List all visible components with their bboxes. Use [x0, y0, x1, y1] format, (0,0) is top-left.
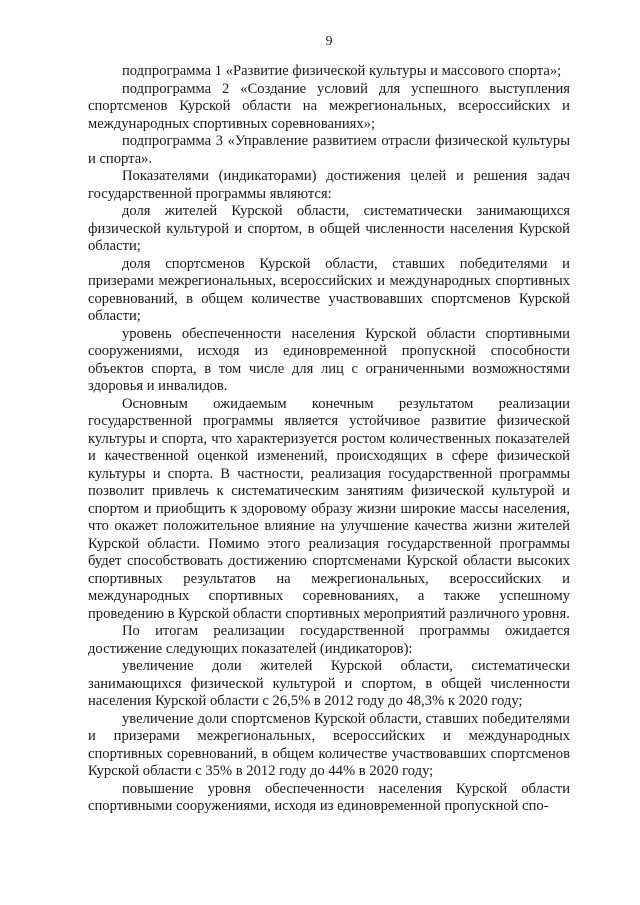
paragraph-result-3: повышение уровня обеспеченности населения Курской области спортивными сооружениями, исходя из единовременной пропускной спо- [88, 780, 570, 814]
paragraph-result-1: увеличение доли жителей Курской области, систематически занимающихся физической культурой и спортом, в общей численности населения Курской области с 26,5% в 2012 году до 48,3% к 2020 году; [88, 658, 570, 709]
page-number: 9 [325, 34, 333, 49]
paragraph-indicators-intro: Показателями (индикаторами) достижения целей и решения задач государственной программы являются: [88, 168, 570, 202]
paragraph-result-2: увеличение доли спортсменов Курской области, ставших победителями и призерами межрегиональных, всероссийских и международных спортивных соревнований, в общем количестве участвовавших спортсменов Курской области с 35% в 2012 году до 44% в 2020 году; [88, 710, 570, 779]
paragraph-indicator-1: доля жителей Курской области, систематически занимающихся физической культурой и спортом, в общей численности населения Курской области; [88, 203, 570, 254]
paragraph-expected-result: Основным ожидаемым конечным результатом реализации государственной программы является устойчивое развитие физической культуры и спорта, что характеризуется ростом количественных показателей и качественной оценкой изменений, происходящих в сфере физической культуры и спорта. В частности, реализация государственной программы позволит привлечь к систематическим занятиям физической культурой и спортом и приобщить к здоровому образу жизни широкие массы населения, что окажет положительное влияние на улучшение качества жизни жителей Курской области. Помимо этого реализация государственной программы будет способствовать достижению спортсменами Курской области высоких спортивных результатов на межрегиональных, всероссийских и международных спортивных соревнованиях, а также успешному проведению в Курской области спортивных мероприятий различного уровня. [88, 395, 570, 622]
paragraph-subprogram-3: подпрограмма 3 «Управление развитием отрасли физической культуры и спорта». [88, 133, 570, 167]
paragraph-indicator-2: доля спортсменов Курской области, ставших победителями и призерами межрегиональных, всероссийских и международных спортивных соревнований, в общем количестве участвовавших спортсменов Курской области; [88, 255, 570, 324]
paragraph-subprogram-2: подпрограмма 2 «Создание условий для успешного выступления спортсменов Курской области на межрегиональных, всероссийских и международных спортивных соревнованиях»; [88, 80, 570, 132]
paragraph-indicator-3: уровень обеспеченности населения Курской области спортивными сооружениями, исходя из единовременной пропускной способности объектов спорта, в том числе для лиц с ограниченными возможностями здоровья и инвалидов. [88, 325, 570, 394]
paragraph-subprogram-1: подпрограмма 1 «Развитие физической культуры и массового спорта»; [122, 63, 562, 79]
paragraph-results-intro: По итогам реализации государственной программы ожидается достижение следующих показателей (индикаторов): [88, 623, 570, 657]
